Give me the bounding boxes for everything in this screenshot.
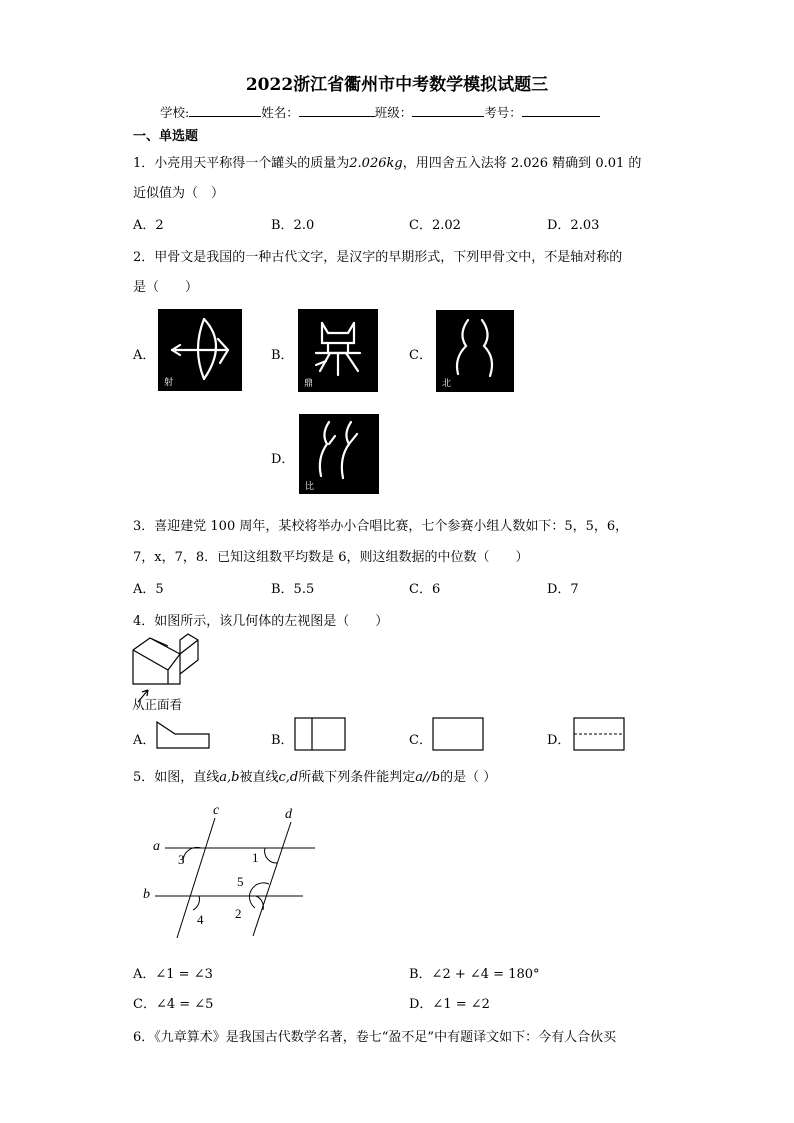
q3-option-c[interactable]: C．6 bbox=[409, 582, 441, 597]
class-label: 班级： bbox=[374, 105, 413, 120]
q5-line1: 5．如图，直线a,b被直线c,d所截下列条件能判定a//b的是（ ） bbox=[133, 770, 497, 785]
oracle-char-label-a: 射 bbox=[164, 378, 174, 388]
label-angle-2: 2 bbox=[235, 906, 242, 921]
q4-view-caption: 从正面看 bbox=[132, 697, 183, 712]
angle-1-arc bbox=[265, 848, 277, 863]
q2-option-a-image[interactable] bbox=[158, 309, 242, 391]
q4-option-b-label[interactable]: B． bbox=[271, 733, 294, 748]
q1-line1: 1．小亮用天平称得一个罐头的质量为2.026kg，用四舍五入法将 2.026 精确到 0.01 的 bbox=[133, 156, 642, 171]
q2-option-d-image[interactable] bbox=[299, 414, 379, 494]
line-d bbox=[253, 822, 291, 936]
oracle-bi-glyph bbox=[299, 414, 379, 494]
name-blank[interactable] bbox=[299, 104, 375, 117]
line-c bbox=[177, 818, 215, 938]
label-b: b bbox=[143, 887, 150, 902]
q1-option-a[interactable]: A．2 bbox=[133, 218, 164, 233]
q2-option-a-label[interactable]: A． bbox=[133, 348, 156, 363]
q4-option-d-label[interactable]: D． bbox=[547, 733, 571, 748]
school-label: 学校: bbox=[160, 105, 190, 120]
school-blank[interactable] bbox=[189, 104, 261, 117]
angle-4-arc bbox=[193, 896, 199, 910]
q3-option-b[interactable]: B．5.5 bbox=[271, 582, 315, 597]
section-heading: 一、单选题 bbox=[133, 129, 199, 144]
q4-option-a-label[interactable]: A． bbox=[133, 733, 156, 748]
q2-option-c-image[interactable] bbox=[436, 310, 514, 392]
q3-line2: 7，x，7，8．已知这组数平均数是 6，则这组数据的中位数（ ） bbox=[133, 550, 529, 565]
page-title: 2022浙江省衢州市中考数学模拟试题三 bbox=[245, 75, 549, 95]
label-angle-3: 3 bbox=[178, 852, 185, 867]
oracle-char-label-b: 鼎 bbox=[304, 379, 314, 389]
q3-line1: 3．喜迎建党 100 周年，某校将举办小合唱比赛，七个参赛小组人数如下：5，5，6， bbox=[133, 519, 629, 534]
label-angle-1: 1 bbox=[252, 850, 259, 865]
q4-option-b-shape[interactable] bbox=[294, 717, 346, 751]
q2-option-b-image[interactable] bbox=[298, 309, 378, 392]
q5-option-b[interactable]: B．∠2 + ∠4 = 180° bbox=[409, 967, 540, 982]
class-blank[interactable] bbox=[412, 104, 484, 117]
q1-option-d[interactable]: D．2.03 bbox=[547, 218, 600, 233]
q4-solid-figure bbox=[128, 632, 203, 714]
q4-option-a-shape[interactable] bbox=[155, 720, 211, 750]
name-label: 姓名： bbox=[261, 105, 299, 120]
label-d: d bbox=[285, 807, 292, 822]
q1-option-b[interactable]: B．2.0 bbox=[271, 218, 315, 233]
q4-option-d-shape[interactable] bbox=[573, 717, 625, 751]
oracle-char-label-c: 北 bbox=[442, 379, 452, 389]
q5-option-c[interactable]: C．∠4 = ∠5 bbox=[133, 997, 214, 1012]
angle-3-arc bbox=[183, 847, 201, 862]
q3-option-a[interactable]: A．5 bbox=[133, 582, 164, 597]
exam-no-blank[interactable] bbox=[522, 104, 600, 117]
q2-line2: 是（ ） bbox=[133, 280, 199, 295]
q5-lines-figure bbox=[135, 800, 325, 945]
label-a: a bbox=[153, 839, 160, 854]
oracle-ding-glyph bbox=[298, 309, 378, 392]
q1-line2: 近似值为（ ） bbox=[133, 186, 225, 201]
q3-option-d[interactable]: D．7 bbox=[547, 582, 579, 597]
q2-option-b-label[interactable]: B． bbox=[271, 348, 294, 363]
q2-line1: 2．甲骨文是我国的一种古代文字，是汉字的早期形式，下列甲骨文中，不是轴对称的 bbox=[133, 250, 623, 265]
q2-option-d-label[interactable]: D． bbox=[271, 452, 295, 467]
q5-option-d[interactable]: D．∠1 = ∠2 bbox=[409, 997, 490, 1012]
q4-option-c-label[interactable]: C． bbox=[409, 733, 432, 748]
oracle-bei-glyph bbox=[436, 310, 514, 392]
q4-option-c-shape[interactable] bbox=[432, 717, 484, 751]
q5-option-a[interactable]: A．∠1 = ∠3 bbox=[133, 967, 213, 982]
oracle-char-label-d: 比 bbox=[305, 482, 315, 492]
q2-option-c-label[interactable]: C． bbox=[409, 348, 432, 363]
label-c: c bbox=[213, 803, 220, 818]
label-angle-4: 4 bbox=[197, 912, 204, 927]
q6-line1: 6．《九章算术》是我国古代数学名著，卷七“盈不足”中有题译文如下：今有人合伙买 bbox=[133, 1030, 617, 1045]
label-angle-5: 5 bbox=[237, 874, 244, 889]
q1-option-c[interactable]: C．2.02 bbox=[409, 218, 461, 233]
exam-no-label: 考号： bbox=[484, 105, 522, 120]
oracle-she-glyph bbox=[158, 309, 242, 391]
student-info-line bbox=[160, 103, 600, 121]
q4-line1: 4．如图所示，该几何体的左视图是（ ） bbox=[133, 614, 389, 629]
